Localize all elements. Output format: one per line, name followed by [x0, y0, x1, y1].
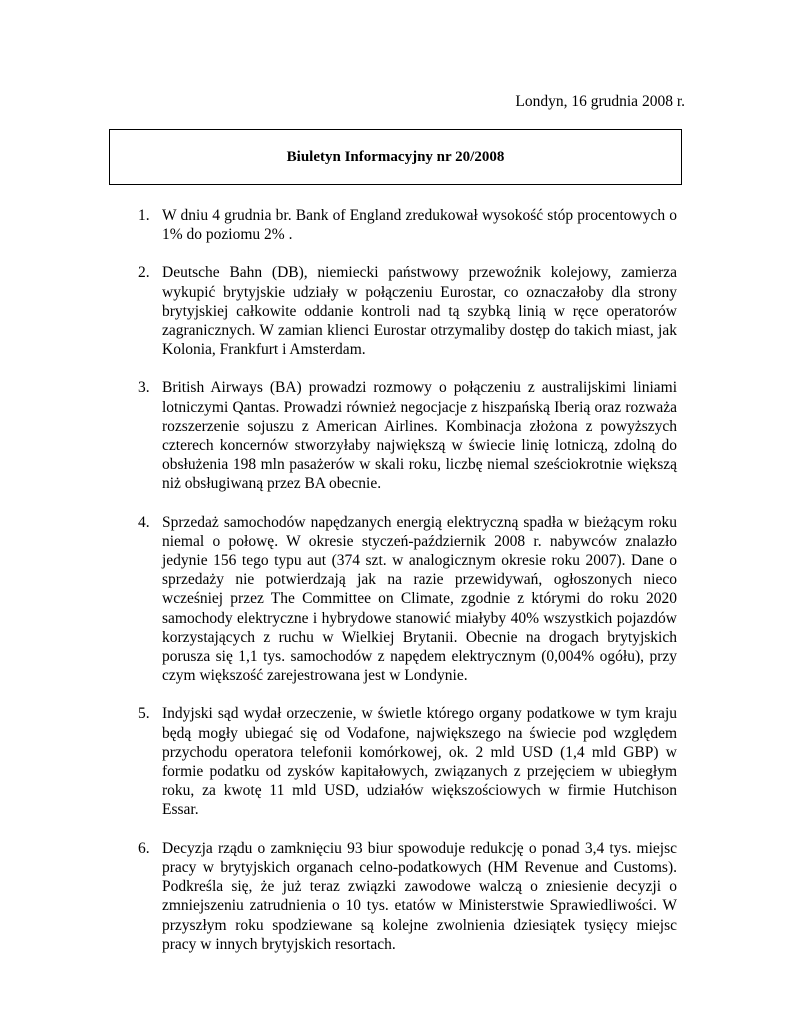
document-title: Biuletyn Informacyjny nr 20/2008	[286, 148, 505, 165]
item-text: W dniu 4 grudnia br. Bank of England zredukował wysokość stóp procentowych o 1% do poziomu 2% .	[162, 207, 677, 244]
news-item-1	[138, 206, 677, 244]
item-text: Deutsche Bahn (DB), niemiecki państwowy przewoźnik kolejowy, zamierza wykupić brytyjskie udziały w połączeniu Eurostar, co oznaczałoby dla strony brytyjskiej całkowite oddanie kontroli nad tą szybką linią w ręce operatorów zagranicznych. W zamian klienci Eurostar otrzymaliby dostęp do takich miast, jak Kolonia, Frankfurt i Amsterdam.	[162, 264, 677, 359]
news-item-4	[138, 513, 677, 686]
news-list	[138, 206, 677, 973]
document-date: Londyn, 16 grudnia 2008 r.	[515, 93, 685, 110]
item-number: 3.	[138, 379, 150, 397]
item-number: 5.	[138, 705, 150, 723]
item-number: 2.	[138, 264, 150, 282]
news-item-6	[138, 839, 677, 954]
item-text: Indyjski sąd wydał orzeczenie, w świetle którego organy podatkowe w tym kraju będą mogły ubiegać się od Vodafone, największego na świecie pod względem przychodu operatora telefonii komórkowej, ok. 2 mld USD (1,4 mld GBP) w formie podatku od zysków kapitałowych, związanych z przejęciem w ubiegłym roku, za kwotę 11 mld USD, udziałów większościowych w firmie Hutchison Essar.	[162, 705, 677, 819]
news-item-3	[138, 378, 677, 493]
news-item-2	[138, 263, 677, 359]
item-number: 1.	[138, 207, 150, 224]
item-text: Decyzja rządu o zamknięciu 93 biur spowoduje redukcję o ponad 3,4 tys. miejsc pracy w brytyjskich organach celno-podatkowych (HM Revenue and Customs). Podkreśla się, że już teraz związki zawodowe walczą o zniesienie decyzji o zmniejszeniu zatrudnienia o 10 tys. etatów w Ministerstwie Sprawiedliwości. W przyszłym roku spodziewane są kolejne zwolnienia dziesiątek tysięcy miejsc pracy w innych brytyjskich resortach.	[162, 839, 677, 953]
title-box	[109, 129, 682, 185]
item-text: Sprzedaż samochodów napędzanych energią elektryczną spadła w bieżącym roku niemal o połowę. W okresie styczeń-październik 2008 r. nabywców znalazło jedynie 156 tego typu aut (374 szt. w analogicznym okresie roku 2007). Dane o sprzedaży nie potwierdzają jak na razie przewidywań, ogłoszonych nieco wcześniej przez The Committee on Climate, zgodnie z którymi do roku 2020 samochody elektryczne i hybrydowe stanowić miałyby 40% wszystkich pojazdów korzystających z ruchu w Wielkiej Brytanii. Obecnie na drogach brytyjskich porusza się 1,1 tys. samochodów z napędem elektrycznym (0,004% ogółu), przy czym większość zarejestrowana jest w Londynie.	[162, 513, 677, 685]
item-text: British Airways (BA) prowadzi rozmowy o połączeniu z australijskimi liniami lotniczymi Qantas. Prowadzi również negocjacje z hiszpańską Iberią oraz rozważa rozszerzenie sojuszu z American Airlines. Kombinacja złożona z powyższych czterech koncernów stworzyłaby największą w świecie linię lotniczą, zdolną do obsłużenia 198 mln pasażerów w skali roku, liczbę niemal sześciokrotnie większą niż obsługiwaną przez BA obecnie.	[162, 379, 677, 493]
item-number: 6.	[138, 839, 150, 857]
news-item-5	[138, 704, 677, 819]
item-number: 4.	[138, 513, 150, 531]
